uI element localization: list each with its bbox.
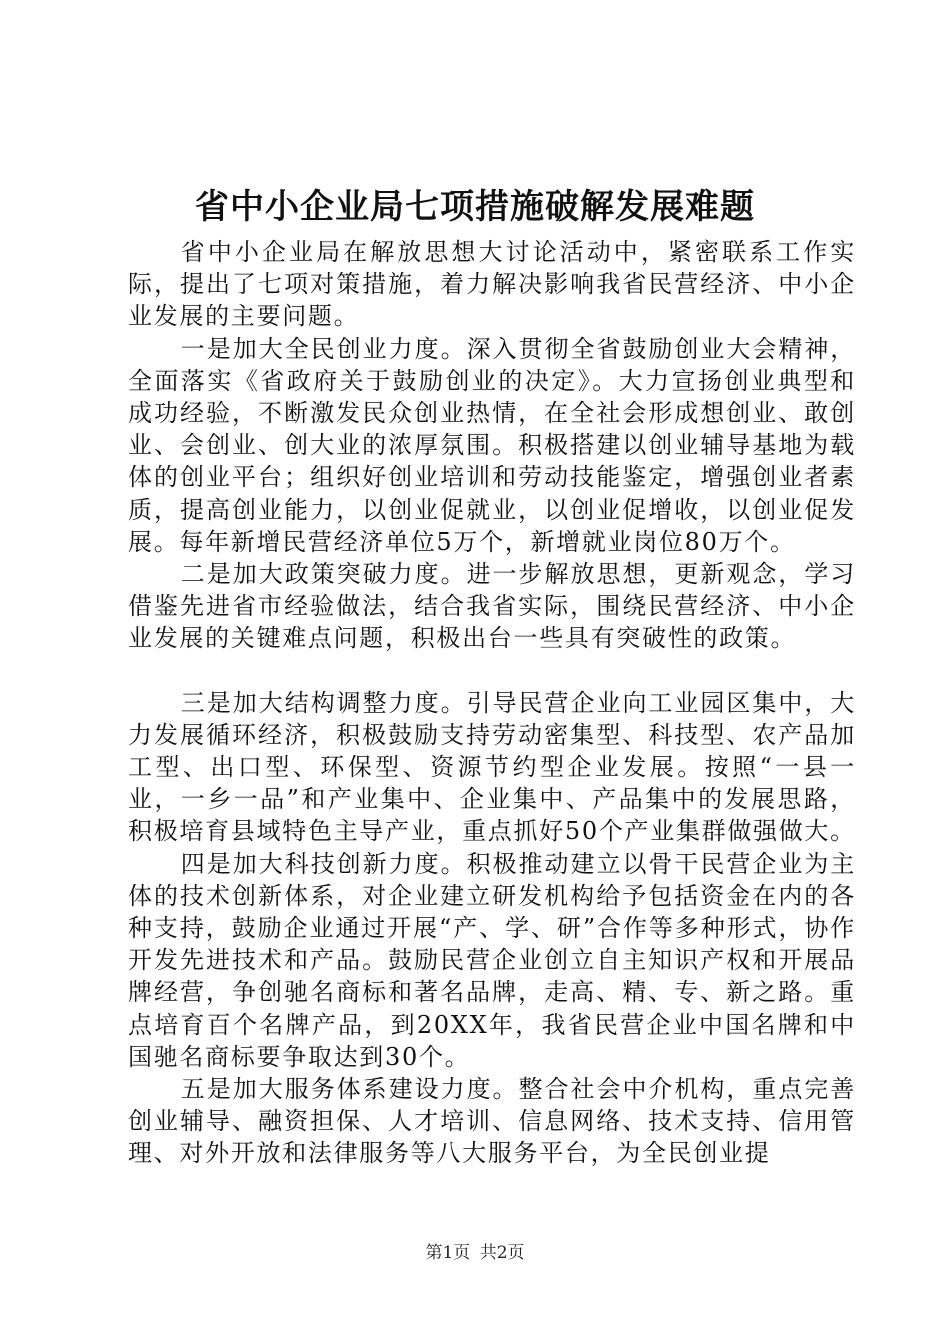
- document-title: 省中小企业局七项措施破解发展难题: [195, 187, 755, 227]
- paragraph-measure-5: 五是加大服务体系建设力度。整合社会中介机构，重点完善创业辅导、融资担保、人才培训、信息网络、技术支持、信用管理、对外开放和法律服务等八大服务平台，为全民创业提: [128, 1075, 856, 1168]
- page-number-total: 共2页: [479, 1243, 525, 1263]
- paragraph-measure-3: 三是加大结构调整力度。引导民营企业向工业园区集中，大力发展循环经济，积极鼓励支持劳动密集型、科技型、农产品加工型、出口型、环保型、资源节约型企业发展。按照“一县一业，一乡一品”和产业集中、企业集中、产品集中的发展思路，积极培育县域特色主导产业，重点抓好50个产业集群做强做大。: [128, 688, 856, 846]
- paragraph-measure-2: 二是加大政策突破力度。进一步解放思想，更新观念，学习借鉴先进省市经验做法，结合我省实际，围绕民营经济、中小企业发展的关键难点问题，积极出台一些具有突破性的政策。: [128, 560, 856, 653]
- page-footer: [0, 1241, 950, 1265]
- paragraph-measure-1: 一是加大全民创业力度。深入贯彻全省鼓励创业大会精神，全面落实《省政府关于鼓励创业的决定》。大力宣扬创业典型和成功经验，不断激发民众创业热情，在全社会形成想创业、敢创业、会创业、创大业的浓厚氛围。积极搭建以创业辅导基地为载体的创业平台；组织好创业培训和劳动技能鉴定，增强创业者素质，提高创业能力，以创业促就业，以创业促增收，以创业促发展。每年新增民营经济单位5万个，新增就业岗位80万个。: [128, 334, 856, 556]
- page-number-current: 第1页: [425, 1243, 471, 1263]
- paragraph-intro: 省中小企业局在解放思想大讨论活动中，紧密联系工作实际，提出了七项对策措施，着力解决影响我省民营经济、中小企业发展的主要问题。: [128, 238, 856, 331]
- paragraph-measure-4: 四是加大科技创新力度。积极推动建立以骨干民营企业为主体的技术创新体系，对企业建立研发机构给予包括资金在内的各种支持，鼓励企业通过开展“产、学、研”合作等多种形式，协作开发先进技术和产品。鼓励民营企业创立自主知识产权和开展品牌经营，争创驰名商标和著名品牌，走高、精、专、新之路。重点培育百个名牌产品，到20XX年，我省民营企业中国名牌和中国驰名商标要争取达到30个。: [128, 849, 856, 1071]
- document-body: [128, 236, 856, 1170]
